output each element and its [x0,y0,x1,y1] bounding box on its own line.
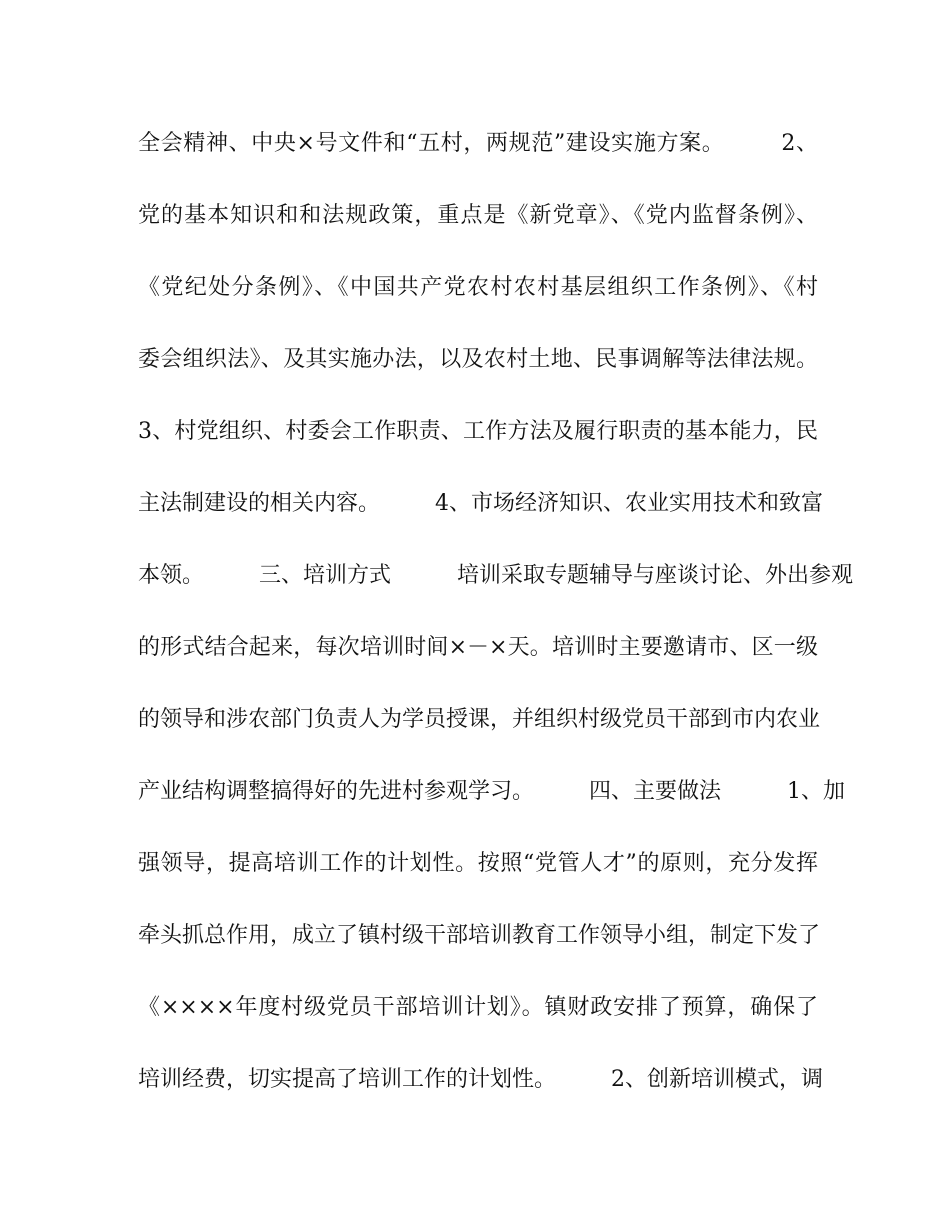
text-line-4: 委会组织法》、及其实施办法，以及农村土地、民事调解等法律法规。 [138,347,818,372]
text-line-9: 的领导和涉农部门负责人为学员授课，并组织村级党员干部到市内农业 [138,707,821,732]
text-line-7: 本领。 三、培训方式 培训采取专题辅导与座谈讨论、外出参观 [138,563,854,588]
text-line-6: 主法制建设的相关内容。 4、市场经济知识、农业实用技术和致富 [138,491,823,516]
text-line-13: 《××××年度村级党员干部培训计划》。镇财政安排了预算，确保了 [138,995,818,1020]
text-line-10: 产业结构调整搞得好的先进村参观学习。 四、主要做法 1、加 [138,779,845,804]
text-line-12: 牵头抓总作用，成立了镇村级干部培训教育工作领导小组，制定下发了 [138,923,821,948]
text-line-5: 3、村党组织、村委会工作职责、工作方法及履行职责的基本能力，民 [138,419,818,444]
text-line-3: 《党纪处分条例》、《中国共产党农村农村基层组织工作条例》、《村 [138,275,818,300]
text-line-1: 全会精神、中央×号文件和“五村，两规范”建设实施方案。 2、 [138,131,818,156]
text-line-11: 强领导，提高培训工作的计划性。按照“党管人才”的原则，充分发挥 [138,851,818,876]
text-line-8: 的形式结合起来，每次培训时间×－×天。培训时主要邀请市、区一级 [138,635,818,660]
text-line-2: 党的基本知识和和法规政策，重点是《新党章》、《党内监督条例》、 [138,203,818,228]
text-line-14: 培训经费，切实提高了培训工作的计划性。 2、创新培训模式，调 [138,1067,823,1092]
